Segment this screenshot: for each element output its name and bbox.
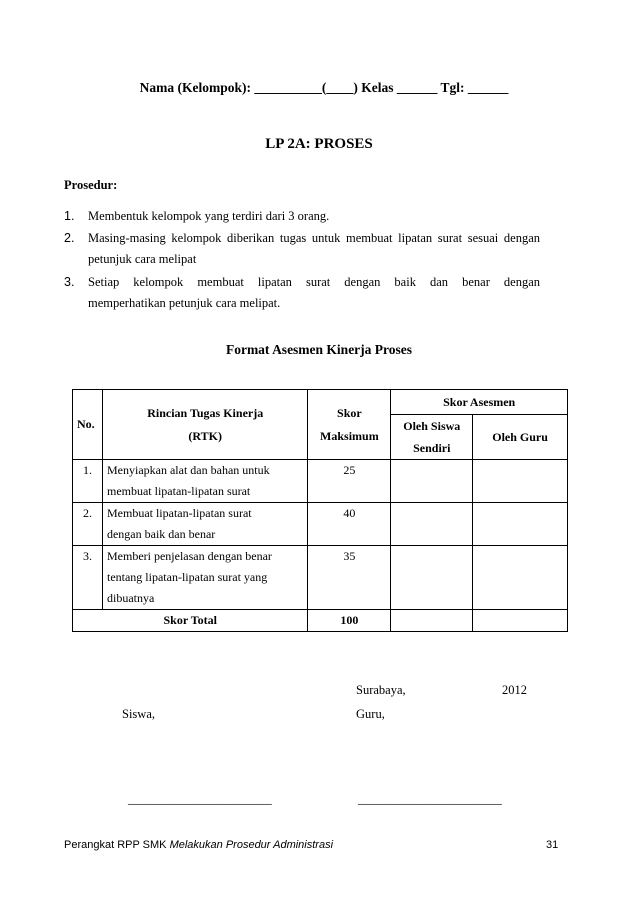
procedure-step-1: [64, 206, 540, 227]
header-assessment: Skor Asesmen: [391, 390, 568, 415]
total-label: Skor Total: [73, 610, 308, 632]
total-student-score: [391, 610, 473, 632]
row-task-line: tentang lipatan-lipatan surat yang: [106, 570, 268, 584]
row-student-score: [391, 503, 473, 546]
document-title: LP 2A: PROSES: [265, 136, 373, 152]
format-title: Format Asesmen Kinerja Proses: [225, 342, 413, 357]
step-text-line1: Setiap kelompok membuat lipatan surat dengan baik dan benar dengan: [88, 275, 540, 289]
row-task-line: Memberi penjelasan dengan benar: [106, 549, 272, 563]
signature-city: Surabaya,: [356, 683, 406, 697]
total-teacher-score: [473, 610, 568, 632]
table-row: [73, 546, 568, 610]
teacher-signature-label: Guru,: [356, 707, 385, 721]
row-task-line: Menyiapkan alat dan bahan untuk: [106, 463, 270, 477]
header-student-line1: Oleh Siswa: [403, 419, 461, 433]
footer-italic-title: Melakukan Prosedur Administrasi: [169, 839, 334, 851]
step-number: 2.: [64, 231, 75, 245]
step-number: 1.: [64, 209, 75, 223]
total-row: [73, 610, 568, 632]
row-task: [102, 460, 307, 503]
row-task-line: dibuatnya: [106, 591, 155, 605]
row-task-line: dengan baik dan benar: [106, 527, 216, 541]
row-number: 2.: [73, 503, 103, 546]
step-text-line2: memperhatikan petunjuk cara melipat.: [88, 296, 281, 310]
header-task: [102, 390, 307, 460]
step-text-line2: petunjuk cara melipat: [88, 252, 197, 266]
header-max-line2: Maksimum: [320, 428, 379, 443]
row-teacher-score: [473, 546, 568, 610]
row-task: [102, 546, 307, 610]
step-text-line1: Masing-masing kelompok diberikan tugas untuk membuat lipatan surat sesuai dengan: [88, 231, 540, 245]
row-student-score: [391, 460, 473, 503]
header-max-line1: Skor: [337, 405, 362, 420]
row-teacher-score: [473, 460, 568, 503]
table-row: [73, 503, 568, 546]
row-max-score: 40: [308, 503, 391, 546]
student-info-line: Nama (Kelompok): __________(____) Kelas ______ Tgl: ______: [139, 80, 509, 95]
footer-prefix: Perangkat RPP SMK: [64, 839, 170, 851]
signature-year: 2012: [502, 683, 527, 697]
header-by-teacher: Oleh Guru: [473, 415, 568, 460]
header-task-line1: Rincian Tugas Kinerja: [147, 405, 264, 420]
student-signature-line: _______________________: [128, 792, 272, 806]
header-student-line2: Sendiri: [413, 441, 451, 455]
row-student-score: [391, 546, 473, 610]
header-max-score: [308, 390, 391, 460]
header-task-line2: (RTK): [188, 428, 222, 443]
header-by-student: [391, 415, 473, 460]
table-row: [73, 460, 568, 503]
procedure-heading: Prosedur:: [64, 178, 118, 192]
row-task-line: membuat lipatan-lipatan surat: [106, 484, 251, 498]
total-value: 100: [308, 610, 391, 632]
row-max-score: 35: [308, 546, 391, 610]
procedure-step-3: [64, 272, 540, 314]
page-number: 31: [546, 839, 559, 851]
teacher-signature-line: _______________________: [358, 792, 502, 806]
row-max-score: 25: [308, 460, 391, 503]
assessment-table: [72, 389, 568, 632]
row-task: [102, 503, 307, 546]
row-teacher-score: [473, 503, 568, 546]
row-number: 1.: [73, 460, 103, 503]
footer-text: [64, 839, 333, 851]
row-number: 3.: [73, 546, 103, 610]
header-no: No.: [73, 390, 103, 460]
step-text: Membentuk kelompok yang terdiri dari 3 orang.: [88, 209, 330, 223]
student-signature-label: Siswa,: [122, 707, 155, 721]
step-number: 3.: [64, 275, 75, 289]
row-task-line: Membuat lipatan-lipatan surat: [106, 506, 252, 520]
procedure-step-2: [64, 228, 540, 270]
